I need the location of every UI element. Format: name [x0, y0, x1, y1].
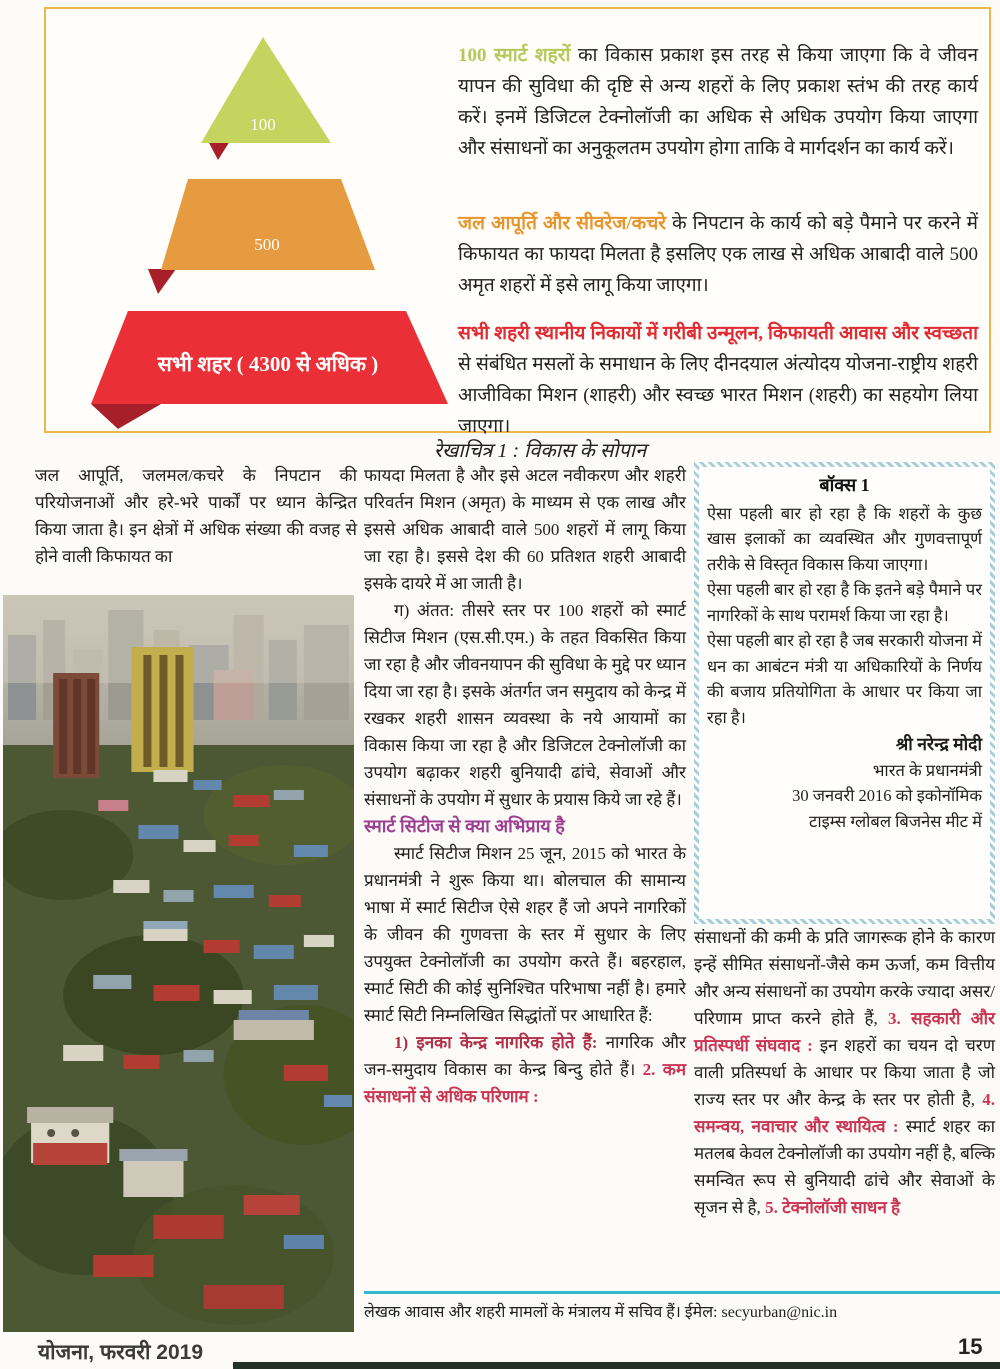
principle-1-text: नागरिक और जन-समुदाय विकास का केन्द्र बिन्दु होते हैं। — [364, 1033, 686, 1079]
footnote-rule — [364, 1291, 1000, 1294]
bottom-edge-bar — [233, 1362, 1000, 1369]
body-paragraph-principles — [364, 1029, 686, 1110]
principle-4-lead: 4. समन्वय, नवाचार और स्थायित्व : — [694, 1090, 995, 1136]
box-title: बॉक्स 1 — [819, 475, 870, 495]
principle-2-lead: 2. कम संसाधनों से अधिक परिणाम : — [364, 1060, 686, 1106]
pyramid-level-bottom-label: सभी शहर ( 4300 से अधिक ) — [157, 352, 379, 376]
column-2 — [364, 462, 686, 1110]
pyramid-level-top-label: 100 — [250, 115, 276, 134]
attribution-line: भारत के प्रधानमंत्री — [872, 760, 982, 780]
figure-paragraph-text: के निपटान के कार्य को बड़े पैमाने पर करने में किफायत का फायदा मिलता है इसलिए एक लाख से अधिक आबादी वाले 500 अमृत शहरों में इसे लागू किया जाएगा। — [458, 213, 978, 296]
figure-caption: रेखाचित्र 1 : विकास के सोपान — [433, 440, 647, 462]
body-paragraph: ग) अंतत: तीसरे स्तर पर 100 शहरों को स्मार्ट सिटीज मिशन (एस.सी.एम.) के तहत विकसित किया जा रहा है और जीवनयापन की सुविधा के मुद्दे पर ध्यान दिया जा रहा है। इसके अंतर्गत जन समुदाय को केन्द्र में रखकर शहरी शासन व्यवस्था के नये आयामों का विकास किया जा रहा है और डिजिटल टेक्नोलॉजी का उपयोग बढ़ाकर शहरी बुनियादी ढांचे, सेवाओं और संसाधनों के उपयोग में सुधार के प्रयास किये जा रहे हैं। — [364, 601, 686, 809]
principles-text: इन शहरों का चयन दो चरण वाली प्रतिस्पर्धा के आधार पर किया जाता है जो राज्य स्तर पर और केन्द्र के स्तर पर होती है, — [694, 1036, 995, 1109]
figure-paragraph-text: का विकास प्रकाश इस तरह से किया जाएगा कि वे जीवन यापन की सुविधा की दृष्टि से अन्य शहरों के लिए प्रकाश स्तंभ की तरह कार्य करें। इनमें डिजिटल टेक्नोलॉजी का अधिक से अधिक उपयोग किया जाएगा और संसाधनों का अनुकूलतम उपयोग होगा ताकि वे मार्गदर्शन का कार्य करें। — [458, 45, 978, 159]
body-paragraph: जल आपूर्ति, जलमल/कचरे के निपटान की परियोजनाओं और हरे-भरे पार्कों पर ध्यान केन्द्रित किया जाता है। इन क्षेत्रों में अधिक संख्या की वजह से होने वाली किफायत का — [35, 466, 357, 566]
attribution-line: 30 जनवरी 2016 को इकोनॉमिक — [792, 786, 982, 805]
city-aerial-photo — [3, 595, 354, 1332]
development-steps-figure-box — [44, 7, 991, 437]
author-footnote: लेखक आवास और शहरी मामलों के मंत्रालय में सचिव हैं। ईमेल: secyurban@nic.in — [364, 1304, 838, 1321]
principle-5-lead: 5. टेक्नोलॉजी साधन है — [765, 1198, 901, 1217]
quote-box-1 — [694, 462, 995, 924]
column-1 — [35, 462, 357, 570]
column-3 — [694, 462, 995, 1221]
pyramid-diagram — [58, 13, 478, 431]
box-paragraph: ऐसा पहली बार हो रहा है जब सरकारी योजना में धन का आबंटन मंत्री या अधिकारियों के निर्णय की बजाय प्रतियोगिता के आधार पर किया जा रहा है। — [707, 631, 982, 727]
pyramid-level-middle — [161, 179, 375, 270]
principles-text: संसाधनों की कमी के प्रति जागरूक होने के कारण इन्हें सीमित संसाधनों-जैसे कम ऊर्जा, कम वित्तीय और अन्य संसाधनों का उपयोग करके ज्यादा असर/परिणाम प्राप्त करने होते हैं, — [694, 928, 995, 1028]
pyramid-level-middle-label: 500 — [254, 235, 280, 254]
page-number: 15 — [958, 1334, 983, 1359]
body-paragraph-principles-continued — [694, 924, 995, 1221]
figure-paragraph-water-sewerage — [458, 208, 978, 301]
body-paragraph: स्मार्ट सिटीज मिशन 25 जून, 2015 को भारत के प्रधानमंत्री ने शुरू किया था। बोलचाल की सामान्य भाषा में स्मार्ट सिटीज ऐसे शहर हैं जो अपने नागरिकों के जीवन की गुणवत्ता के स्तर में सुधार के लिए उपयुक्त टेक्नोलॉजी का उपयोग करते हैं। बहरहाल, स्मार्ट सिटी की कोई सुनिश्चित परिभाषा नहीं है। हमारे स्मार्ट सिटी निम्नलिखित सिद्धांतों पर आधारित हैं: — [364, 844, 686, 1025]
principles-text: स्मार्ट शहर का मतलब केवल टेक्नोलॉजी का उपयोग नहीं है, बल्कि समन्वित रूप से बुनियादी ढांचे और सेवाओं के सृजन से है, — [694, 1117, 995, 1217]
figure-paragraph-text: से संबंधित मसलों के समाधान के लिए दीनदयाल अंत्योदय योजना-राष्ट्रीय शहरी आजीविका मिशन (शाहरी) और स्वच्छ भारत मिशन (शहरी) का सहयोग लिया जाएगा। — [458, 354, 978, 437]
journal-name-date: योजना, फरवरी 2019 — [38, 1341, 203, 1364]
figure-paragraph-all-cities — [458, 318, 978, 442]
ribbon-fold-top — [208, 141, 230, 160]
box-paragraph: ऐसा पहली बार हो रहा है कि इतने बड़े पैमाने पर नागरिकों के साथ परामर्श किया जा रहा है। — [707, 580, 982, 625]
attribution-name: श्री नरेन्द्र मोदी — [895, 734, 982, 754]
ribbon-fold-bottom — [91, 404, 161, 429]
body-paragraph: फायदा मिलता है और इसे अटल नवीकरण और शहरी परिवर्तन मिशन (अमृत) के माध्यम से एक लाख और इससे अधिक आबादी वाले 500 शहरों में लागू किया जा रहा है। इससे देश की 60 प्रतिशत शहरी आबादी इसके दायरे में आ जाती है। — [364, 466, 686, 593]
attribution-line: टाइम्स ग्लोबल बिजनेस मीट में — [809, 811, 982, 831]
principle-3-lead: 3. सहकारी और प्रतिस्पर्धी संघवाद : — [694, 1009, 996, 1055]
ribbon-fold-middle — [148, 269, 176, 294]
city-aerial-photo-illustration — [3, 595, 354, 1332]
figure-paragraph-lead: जल आपूर्ति और सीवरेज/कचरे — [458, 213, 667, 234]
box-paragraph: ऐसा पहली बार हो रहा है कि शहरों के कुछ खास इलाकों का व्यवस्थित और गुणवत्तापूर्ण तरीके से विस्तृत विकास किया जाएगा। — [707, 503, 982, 574]
principle-1-lead: 1) इनका केन्द्र नागरिक होते हैं: — [394, 1033, 598, 1052]
figure-paragraph-lead: 100 स्मार्ट शहरों — [458, 45, 571, 66]
figure-paragraph-lead: सभी शहरी स्थानीय निकायों में गरीबी उन्मूलन, किफायती आवास और स्वच्छता — [458, 323, 978, 344]
figure-paragraph-smart-cities — [458, 40, 978, 164]
subheading-smart-cities-meaning: स्मार्ट सिटीज से क्या अभिप्राय है — [364, 816, 565, 836]
